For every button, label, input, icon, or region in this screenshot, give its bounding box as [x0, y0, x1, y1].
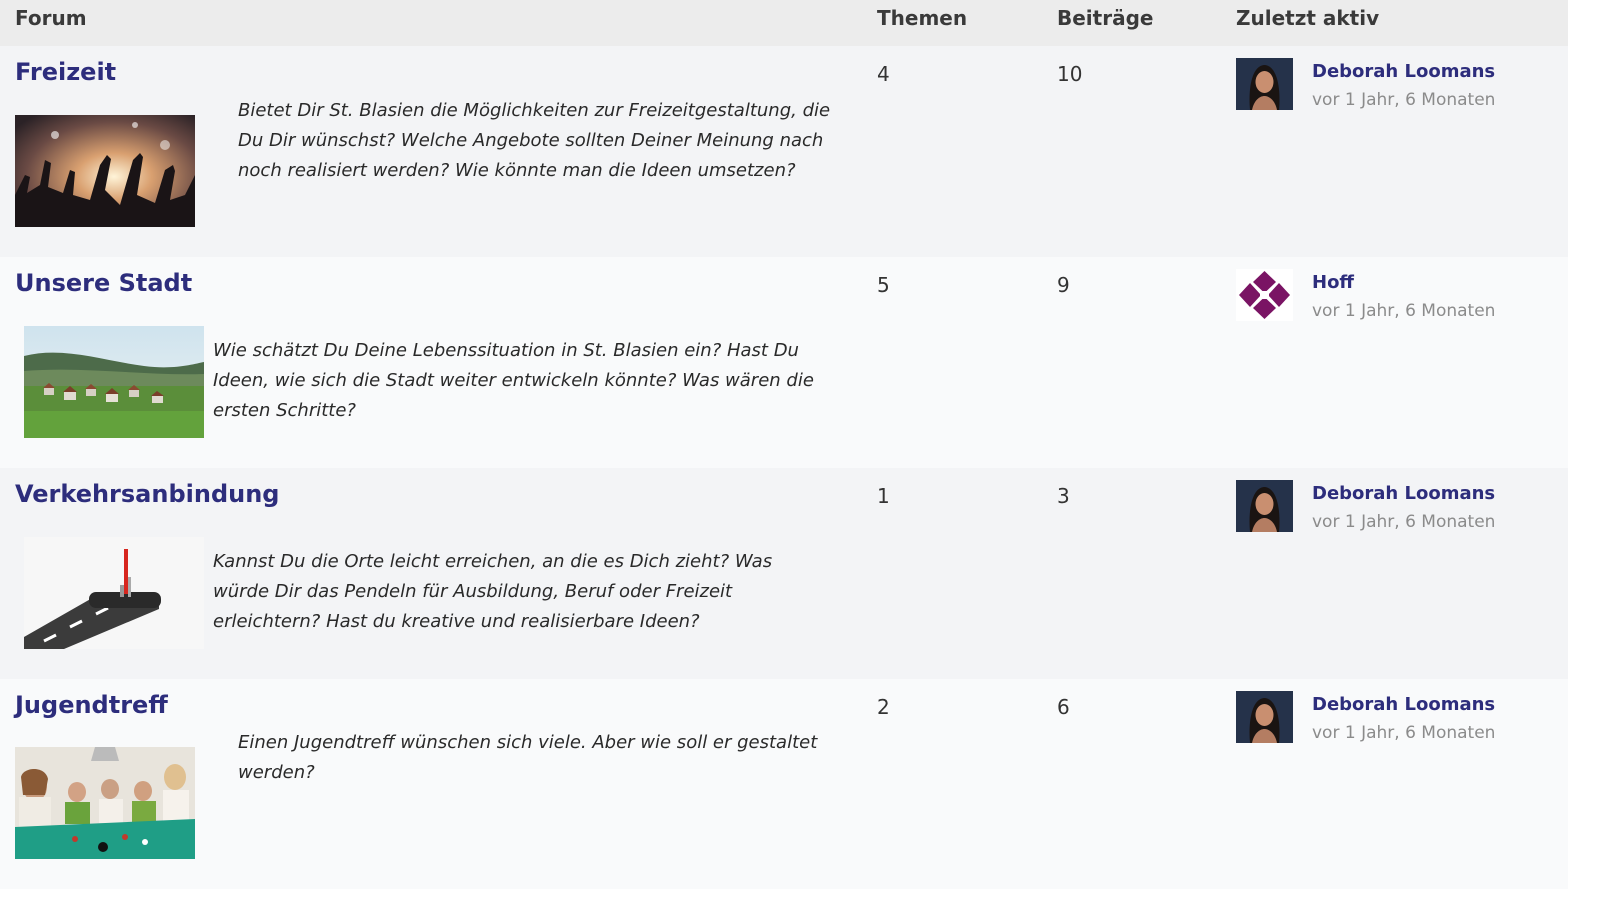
road-paint-roller-image[interactable]: [24, 537, 204, 649]
topics-count: 4: [877, 62, 890, 86]
purple-identicon-avatar[interactable]: [1236, 269, 1293, 321]
last-author-link[interactable]: Hoff: [1312, 272, 1355, 293]
topics-count: 5: [877, 273, 890, 297]
posts-count: 9: [1057, 273, 1070, 297]
forum-title-link[interactable]: Unsere Stadt: [15, 269, 193, 297]
forum-row-freizeit: [0, 46, 1568, 257]
last-author-link[interactable]: Deborah Loomans: [1312, 61, 1496, 82]
column-header-posts: Beiträge: [1057, 6, 1154, 30]
column-header-forum: Forum: [15, 6, 87, 30]
woman-portrait-avatar[interactable]: [1236, 480, 1293, 532]
woman-portrait-avatar[interactable]: [1236, 58, 1293, 110]
posts-count: 6: [1057, 695, 1070, 719]
forum-description: Wie schätzt Du Deine Lebenssituation in St. Blasien ein? Hast Du Ideen, wie sich die Stadt weiter entwickeln könnte? Was wären die ersten Schritte?: [213, 340, 814, 421]
woman-portrait-avatar[interactable]: [1236, 691, 1293, 743]
forum-row-jugendtreff: [0, 679, 1568, 889]
concert-crowd-image[interactable]: [15, 115, 195, 227]
column-header-topics: Themen: [877, 6, 968, 30]
forum-description: Kannst Du die Orte leicht erreichen, an die es Dich zieht? Was würde Dir das Pendeln für Ausbildung, Beruf oder Freizeit erleichtern? Hast du kreative und realisierbare Ideen?: [213, 551, 773, 632]
forum-description: Einen Jugendtreff wünschen sich viele. Aber wie soll er gestaltet werden?: [238, 732, 818, 783]
table-header: [0, 0, 1568, 46]
last-active-time[interactable]: vor 1 Jahr, 6 Monaten: [1312, 512, 1496, 532]
last-active-time[interactable]: vor 1 Jahr, 6 Monaten: [1312, 301, 1496, 321]
billiard-youth-image[interactable]: [15, 747, 195, 859]
posts-count: 3: [1057, 484, 1070, 508]
last-author-link[interactable]: Deborah Loomans: [1312, 483, 1496, 504]
forum-description: Bietet Dir St. Blasien die Möglichkeiten zur Freizeitgestaltung, die Du Dir wünschst? Welche Angebote sollten Deiner Meinung nach noch realisiert werden? Wie könnte man die Ideen umsetzen?: [238, 100, 831, 181]
last-active-time[interactable]: vor 1 Jahr, 6 Monaten: [1312, 723, 1496, 743]
forum-title-link[interactable]: Freizeit: [15, 58, 117, 86]
topics-count: 2: [877, 695, 890, 719]
posts-count: 10: [1057, 62, 1083, 86]
forum-title-link[interactable]: Verkehrsanbindung: [15, 480, 280, 508]
forum-row-verkehrsanbindung: [0, 468, 1568, 679]
forum-row-unsere-stadt: [0, 257, 1568, 468]
last-active-time[interactable]: vor 1 Jahr, 6 Monaten: [1312, 90, 1496, 110]
town-landscape-image[interactable]: [24, 326, 204, 438]
column-header-last-active: Zuletzt aktiv: [1236, 6, 1380, 30]
last-author-link[interactable]: Deborah Loomans: [1312, 694, 1496, 715]
forum-title-link[interactable]: Jugendtreff: [15, 691, 168, 719]
topics-count: 1: [877, 484, 890, 508]
